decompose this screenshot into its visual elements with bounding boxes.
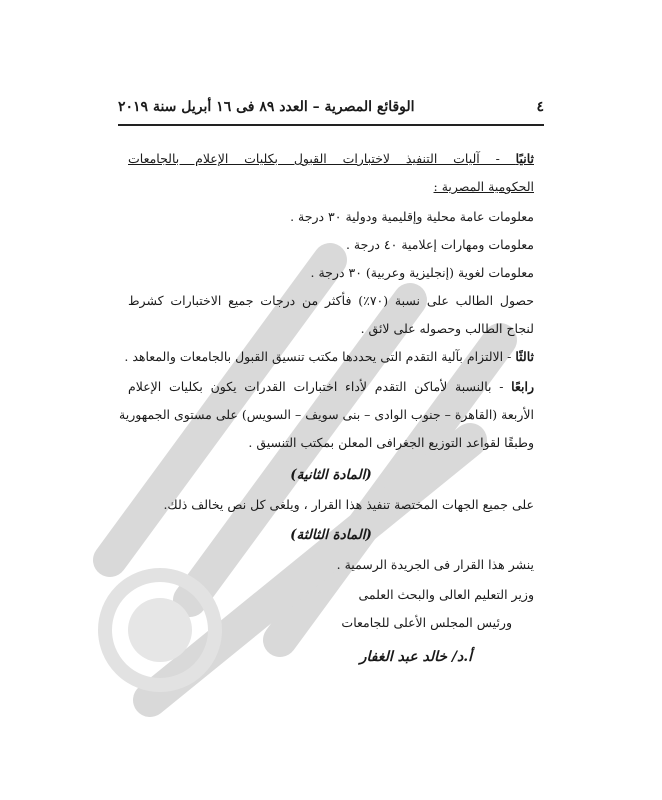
article3-title: (المادة الثالثة) [290, 527, 372, 543]
section2-item-1: معلومات عامة محلية وإقليمية ودولية ٣٠ درجة . [290, 209, 534, 224]
section2-condition: حصول الطالب على نسبة (٧٠٪) فأكثر من درجات جميع الاختبارات كشرط [128, 293, 534, 308]
article3-text: ينشر هذا القرار فى الجريدة الرسمية . [336, 557, 534, 572]
section2-item-3: معلومات لغوية (إنجليزية وعربية) ٣٠ درجة . [310, 265, 534, 280]
section2-label: ثانيًا [515, 151, 534, 166]
page-header [118, 95, 544, 119]
signature-name: أ.د/ خالد عبد الغفار [359, 649, 472, 665]
article2-text: على جميع الجهات المختصة تنفيذ هذا القرار ، ويلغى كل نص يخالف ذلك. [163, 497, 534, 512]
section4-paragraph [128, 378, 534, 396]
section3-paragraph [124, 348, 534, 366]
section2-heading [128, 150, 534, 168]
section4-line-3: وطبقًا لقواعد التوزيع الجغرافى المعلن بمكتب التنسيق . [248, 435, 534, 450]
section4-text: - بالنسبة لأماكن التقدم لأداء اختبارات القدرات يكون بكليات الإعلام [128, 379, 512, 394]
section2-condition-cont: لنجاح الطالب وحصوله على لائق . [360, 321, 534, 336]
header-divider [118, 124, 544, 126]
section2-heading-cont: الحكومية المصرية : [433, 179, 534, 194]
gazette-title: الوقائع المصرية – العدد ٨٩ فى ١٦ أبريل سنة ٢٠١٩ [118, 99, 415, 115]
signature-role-1: وزير التعليم العالى والبحث العلمى [358, 587, 534, 602]
article2-title: (المادة الثانية) [290, 467, 372, 483]
section3-text: - الالتزام بآلية التقدم التى يحددها مكتب تنسيق القبول بالجامعات والمعاهد . [124, 349, 516, 364]
section2-item-2: معلومات ومهارات إعلامية ٤٠ درجة . [345, 237, 534, 252]
section4-line-2: الأربعة (القاهرة – جنوب الوادى – بنى سويف – السويس) على مستوى الجمهورية [119, 407, 534, 422]
signature-role-2: ورئيس المجلس الأعلى للجامعات [341, 615, 512, 630]
page-number: ٤ [536, 99, 544, 115]
section4-label: رابعًا [511, 379, 534, 394]
section2-heading-text: - آليات التنفيذ لاختبارات القبول بكليات الإعلام بالجامعات [128, 151, 516, 166]
section3-label: ثالثًا [515, 349, 534, 364]
